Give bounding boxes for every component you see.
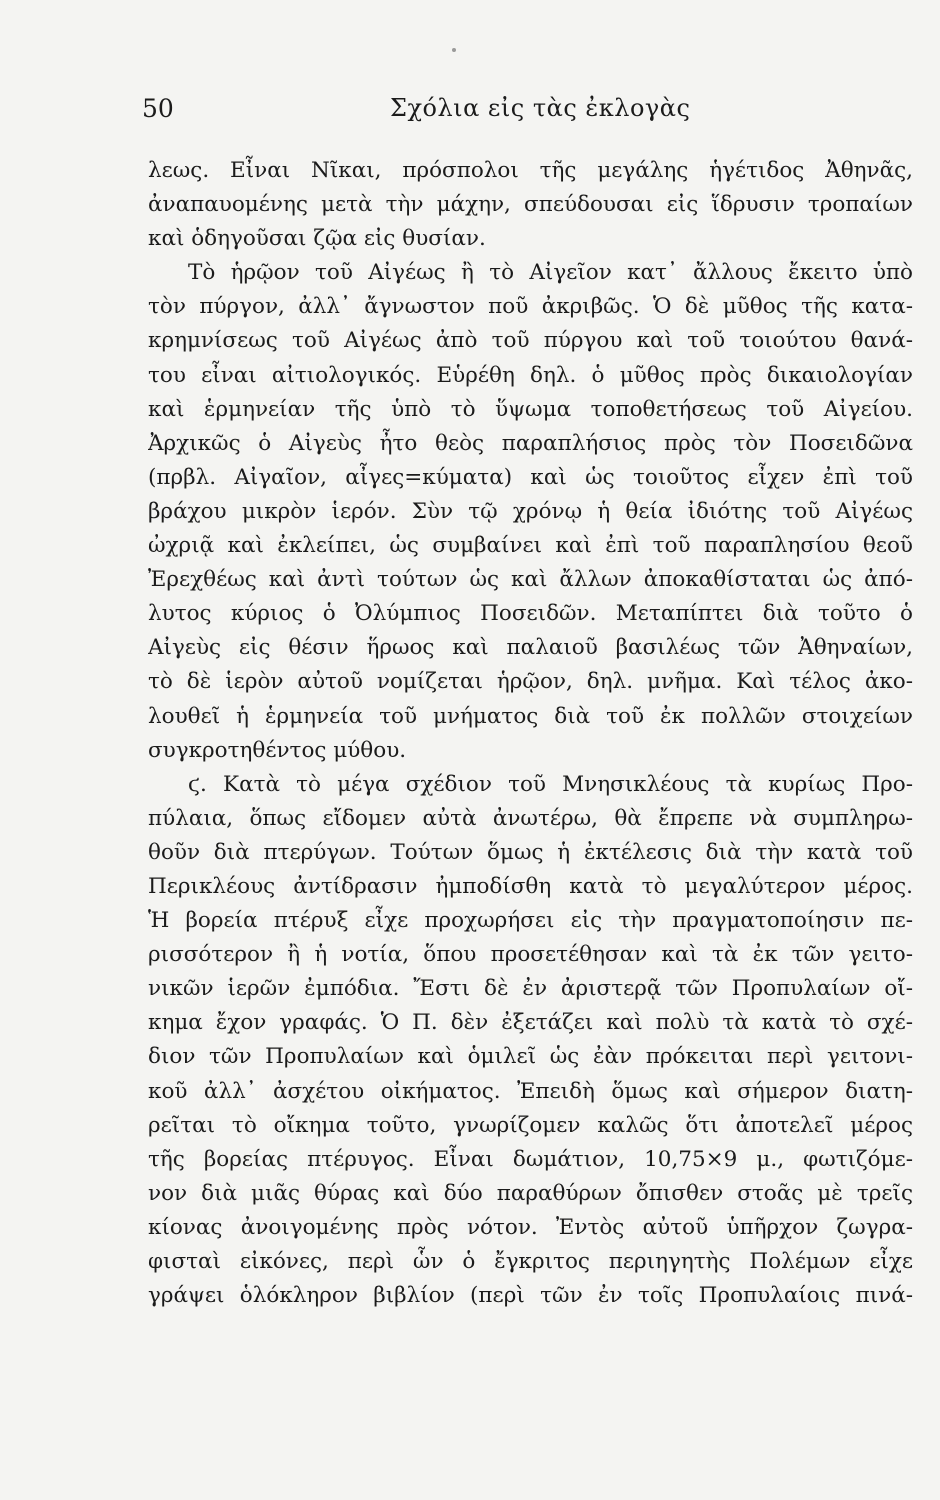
running-head (142, 94, 806, 130)
running-title: Σχόλια εἰς τὰς ἐκλογὰς (390, 94, 691, 122)
text-line: φισταὶ εἰκόνες, περὶ ὧν ὁ ἔγκριτος περιηγητὴς Πολέμων εἶχε (148, 1249, 913, 1274)
section-start-line: ϛ. Κατὰ τὸ μέγα σχέδιον τοῦ Μνησικλέους τὰ κυρίως Προ- (188, 771, 913, 797)
text-line: νικῶν ἱερῶν ἐμπόδια. Ἔστι δὲ ἐν ἀριστερᾷ τῶν Προπυλαίων οἴ- (148, 976, 913, 1002)
text-line: λουθεῖ ἡ ἑρμηνεία τοῦ μνήματος διὰ τοῦ ἐκ πολλῶν στοιχείων (148, 703, 913, 729)
body-text (148, 154, 913, 1313)
text-line: τὸ δὲ ἱερὸν αὐτοῦ νομίζεται ἡρῷον, δηλ. μνῆμα. Καὶ τέλος ἀκο- (148, 669, 913, 695)
text-line: κοῦ ἀλλ᾽ ἀσχέτου οἰκήματος. Ἐπειδὴ ὅμως καὶ σήμερον διατη- (148, 1078, 913, 1104)
page-number: 50 (142, 94, 174, 123)
text-line: λυτος κύριος ὁ Ὀλύμπιος Ποσειδῶν. Μεταπίπτει διὰ τοῦτο ὁ (148, 601, 913, 627)
text-line: Ἐρεχθέως καὶ ἀντὶ τούτων ὡς καὶ ἄλλων ἀποκαθίσταται ὡς ἀπό- (148, 567, 913, 593)
text-line: πύλαια, ὅπως εἴδομεν αὐτὰ ἀνωτέρω, θὰ ἔπρεπε νὰ συμπληρω- (148, 805, 913, 831)
text-line: Περικλέους ἀντίδρασιν ἠμποδίσθη κατὰ τὸ μεγαλύτερον μέρος. (148, 873, 913, 899)
text-line: Τὸ ἡρῷον τοῦ Αἰγέως ἢ τὸ Αἰγεῖον κατ᾽ ἄλλους ἔκειτο ὑπὸ (188, 260, 913, 286)
text-line: τῆς βορείας πτέρυγος. Εἶναι δωμάτιον, 10,75×9 μ., φωτιζόμε- (148, 1146, 913, 1172)
text-line: γράψει ὁλόκληρον βιβλίον (περὶ τῶν ἐν τοῖς Προπυλαίοις πινά- (148, 1283, 913, 1309)
text-line: ρισσότερον ἢ ἡ νοτία, ὅπου προσετέθησαν καὶ τὰ ἐκ τῶν γειτο- (148, 942, 913, 968)
text-line: ἀναπαυομένης μετὰ τὴν μάχην, σπεύδουσαι εἰς ἵδρυσιν τροπαίων (148, 192, 913, 218)
text-line: βράχου μικρὸν ἱερόν. Σὺν τῷ χρόνῳ ἡ θεία ἰδιότης τοῦ Αἰγέως (148, 498, 913, 524)
text-line: Ἀρχικῶς ὁ Αἰγεὺς ἦτο θεὸς παραπλήσιος πρὸς τὸν Ποσειδῶνα (148, 430, 913, 456)
text-line: Αἰγεὺς εἰς θέσιν ἥρωος καὶ παλαιοῦ βασιλέως τῶν Ἀθηναίων, (148, 635, 913, 661)
text-line: θοῦν διὰ πτερύγων. Τούτων ὅμως ἡ ἐκτέλεσις διὰ τὴν κατὰ τοῦ (148, 839, 913, 865)
text-line: συγκροτηθέντος μύθου. (148, 737, 407, 763)
text-line: τὸν πύργον, ἀλλ᾽ ἄγνωστον ποῦ ἀκριβῶς. Ὁ δὲ μῦθος τῆς κατα- (148, 294, 913, 320)
text-line: λεως. Εἶναι Νῖκαι, πρόσπολοι τῆς μεγάλης ἡγέτιδος Ἀθηνᾶς, (148, 158, 913, 183)
text-line: ὠχριᾷ καὶ ἐκλείπει, ὡς συμβαίνει καὶ ἐπὶ τοῦ παραπλησίου θεοῦ (148, 533, 913, 559)
text-line: (πρβλ. Αἰγαῖον, αἶγες=κύματα) καὶ ὡς τοιοῦτος εἶχεν ἐπὶ τοῦ (148, 464, 913, 490)
print-speck (452, 48, 456, 52)
text-line: του εἶναι αἰτιολογικός. Εὑρέθη δηλ. ὁ μῦθος πρὸς δικαιολογίαν (148, 362, 913, 388)
text-line: διον τῶν Προπυλαίων καὶ ὁμιλεῖ ὡς ἐὰν πρόκειται περὶ γειτονι- (148, 1044, 913, 1070)
text-line: κρημνίσεως τοῦ Αἰγέως ἀπὸ τοῦ πύργου καὶ τοῦ τοιούτου θανά- (148, 328, 913, 354)
text-line: ρεῖται τὸ οἴκημα τοῦτο, γνωρίζομεν καλῶς ὅτι ἀποτελεῖ μέρος (148, 1112, 913, 1138)
text-line: Ἡ βορεία πτέρυξ εἶχε προχωρήσει εἰς τὴν πραγματοποίησιν πε- (148, 908, 913, 934)
text-line: κημα ἔχον γραφάς. Ὁ Π. δὲν ἐξετάζει καὶ πολὺ τὰ κατὰ τὸ σχέ- (148, 1010, 913, 1036)
text-line: καὶ ἑρμηνείαν τῆς ὑπὸ τὸ ὕψωμα τοποθετήσεως τοῦ Αἰγείου. (148, 396, 913, 422)
text-line: καὶ ὁδηγοῦσαι ζῷα εἰς θυσίαν. (148, 226, 486, 252)
text-line: κίονας ἀνοιγομένης πρὸς νότον. Ἐντὸς αὐτοῦ ὑπῆρχον ζωγρα- (148, 1214, 913, 1240)
text-line: νον διὰ μιᾶς θύρας καὶ δύο παραθύρων ὄπισθεν στοᾶς μὲ τρεῖς (148, 1180, 913, 1206)
